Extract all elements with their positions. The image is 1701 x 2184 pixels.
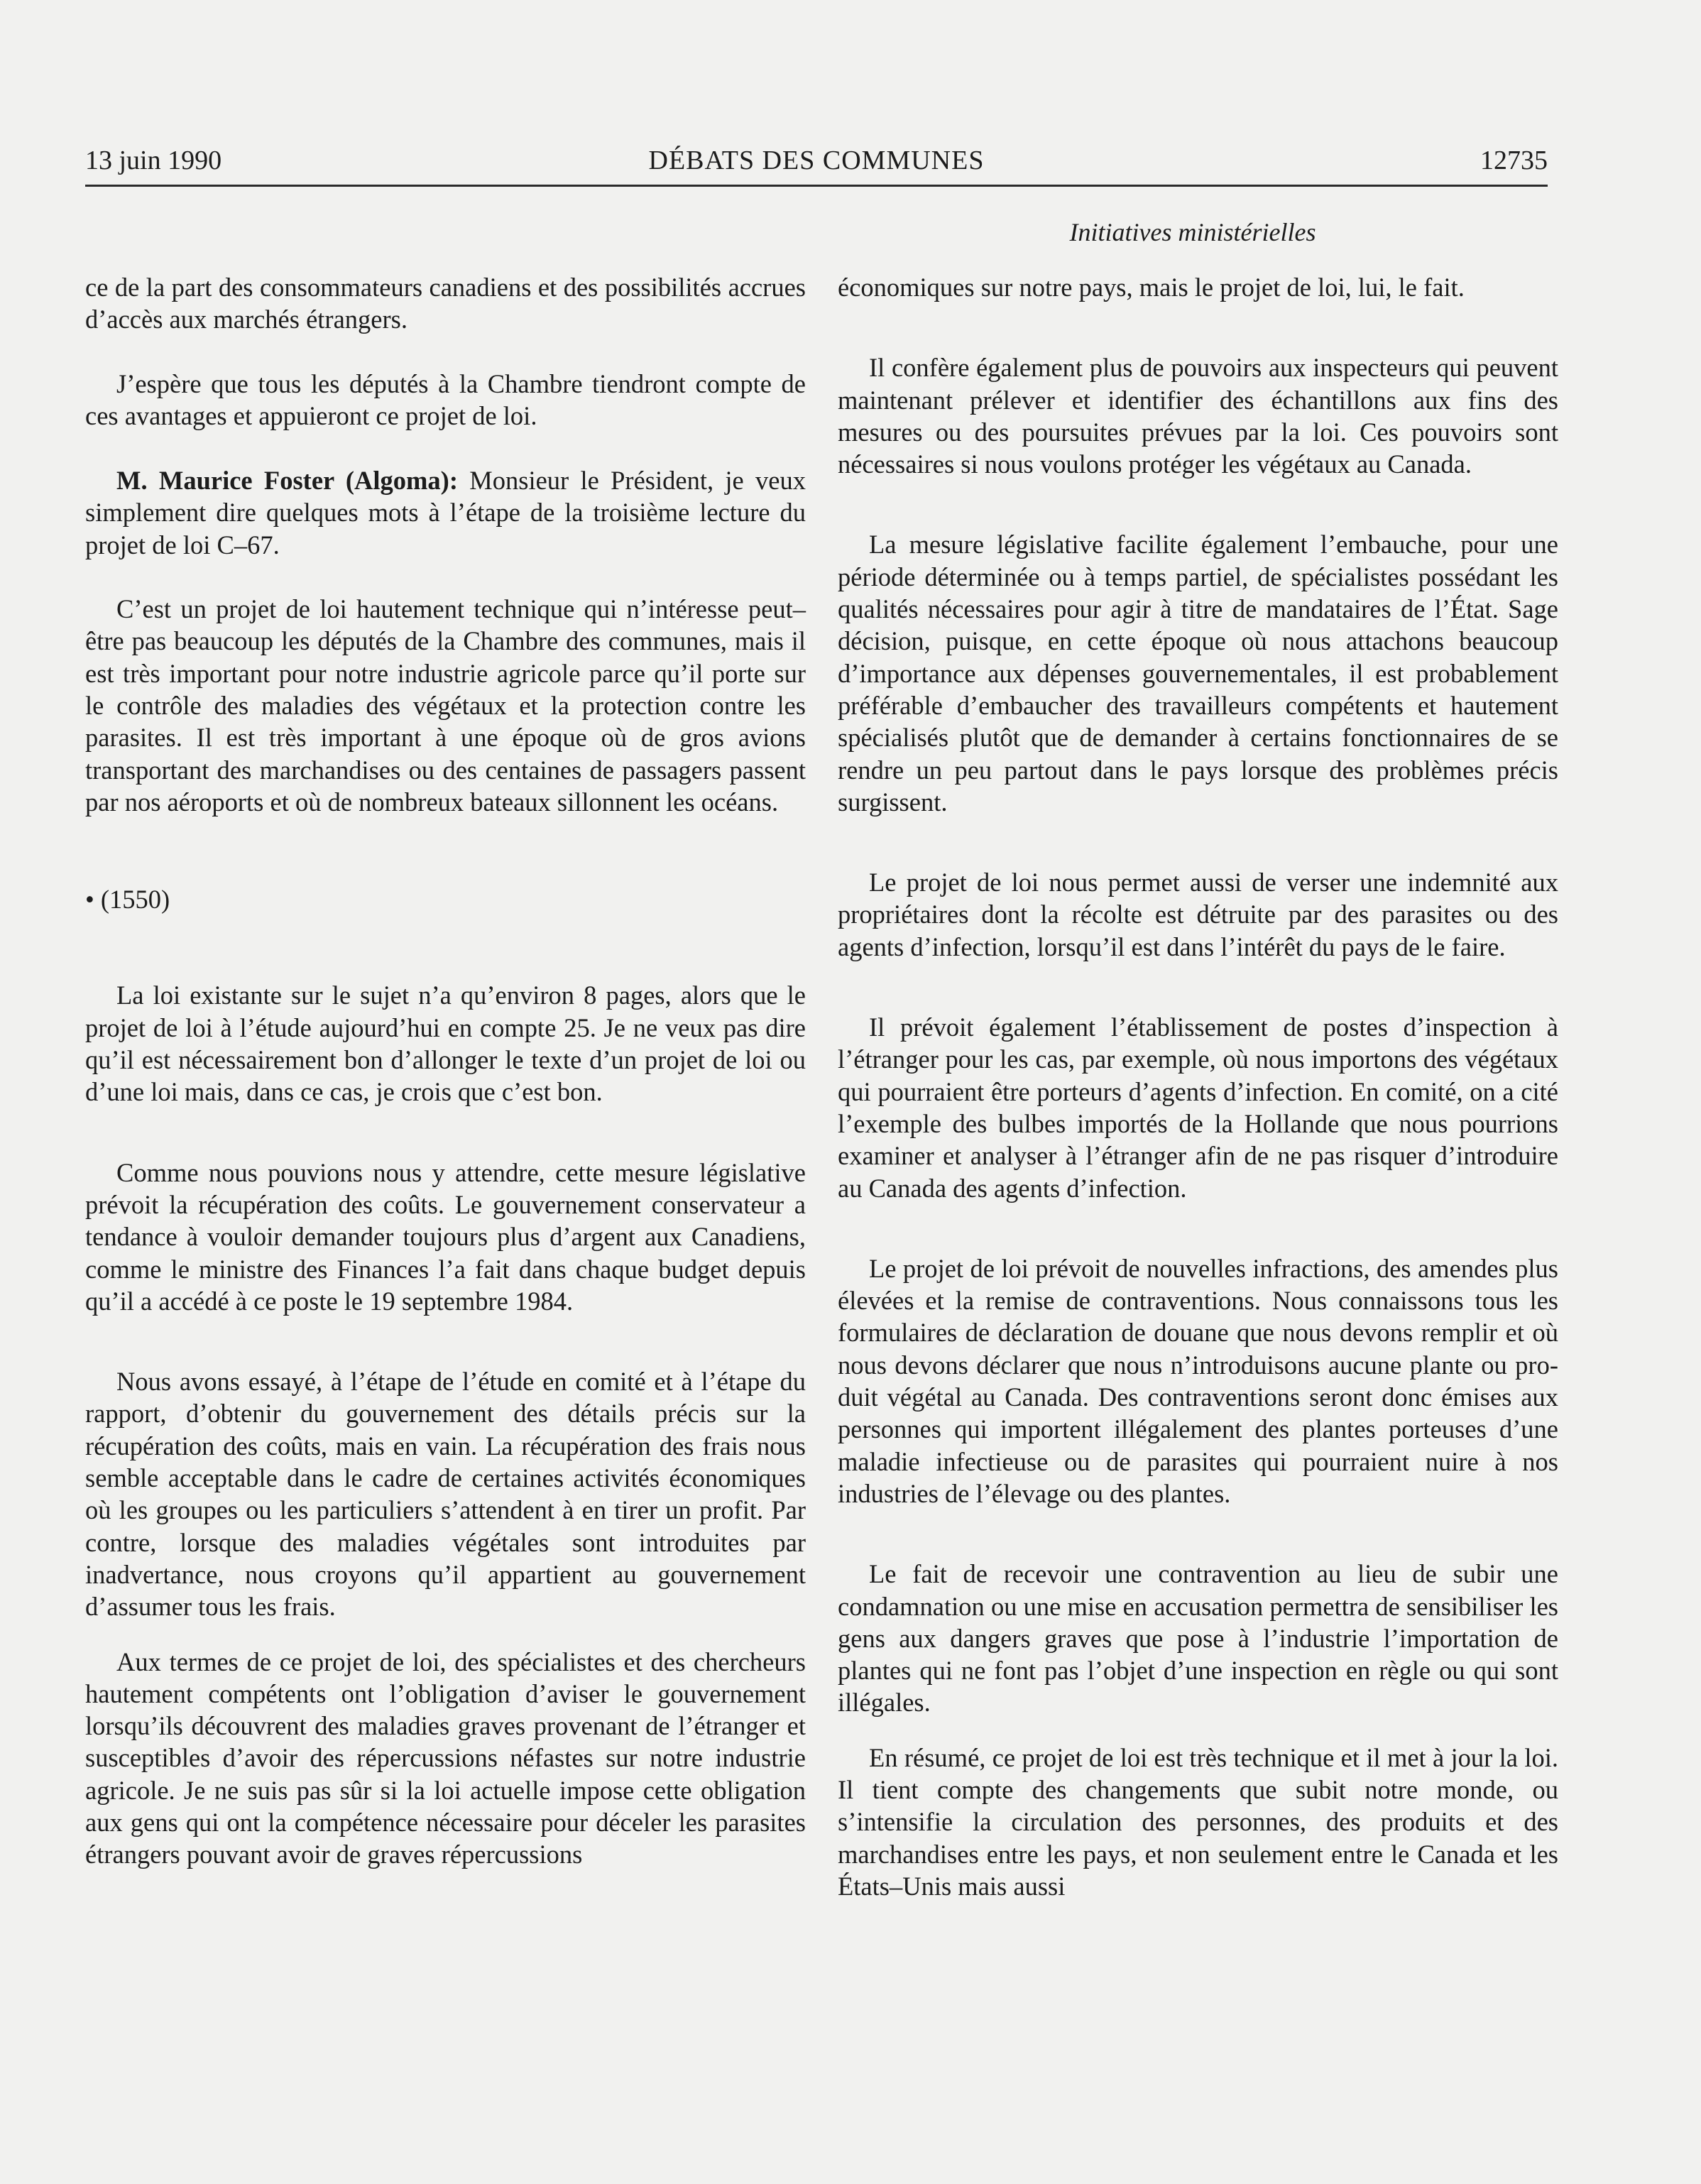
paragraph: Le fait de recevoir une contravention au lieu de subir une condamnation ou une mise en accusation permettra de sensibiliser les gens aux dangers graves que pose à l’industrie l’importation de plantes qui ne font pas l’objet d’une inspection en règle ou qui sont illégales. <box>838 1559 1558 1718</box>
paragraph: J’espère que tous les députés à la Chambre tiendront compte de ces avantages et appuieront ce projet de loi. <box>85 368 806 430</box>
paragraph: économiques sur notre pays, mais le projet de loi, lui, le fait. <box>838 273 1465 302</box>
speaker-text: Monsieur le Président, je veux simplement dire quelques mots à l’étape de la troisième lecture du projet de loi C–67. <box>85 466 806 559</box>
left-column <box>85 271 806 1903</box>
paragraph: La loi existante sur le sujet n’a qu’environ 8 pages, alors que le projet de loi à l’étude aujourd’hui en compte 25. Je ne veux pas dire qu’il est nécessairement bon d’allonger le texte d’un projet de loi ou d’une loi mais, dans ce cas, je crois que c’est bon. <box>85 981 806 1107</box>
paragraph: Le projet de loi prévoit de nouvelles infractions, des amendes plus élevées et la remise de contraventions. Nous connaissons tous les formulaires de déclaration de douane que nous devons remplir et où nous devons déclarer que nous n’introduisons aucune plante ou produit végétal au Canada. Des contraventions seront donc émises aux personnes qui importent illégalement des plantes porteuses d’une maladie infectieuse ou de parasites qui pourraient nuire à nos industries de l’élevage ou des plantes. <box>838 1253 1558 1508</box>
paragraph: Aux termes de ce projet de loi, des spécialistes et des chercheurs hautement compétents ont l’obligation d’aviser le gouvernement lorsqu’ils découvrent des maladies graves provenant de l’étranger et susceptibles d’avoir des répercussions néfastes sur notre industrie agricole. Je ne suis pas sûr si la loi actuelle impose cette obligation aux gens qui ont la compétence nécessaire pour déceler les parasites étrangers pouvant avoir de graves répercussions <box>85 1647 806 1869</box>
speaker-name: M. Maurice Foster (Algoma): <box>116 466 458 496</box>
paragraph: ce de la part des consommateurs canadiens et des possibilités accrues d’accès aux marchés étrangers. <box>85 273 806 334</box>
paragraph: Il prévoit également l’établissement de postes d’inspection à l’étranger pour les cas, par exemple, où nous importons des végétaux qui pourraient être porteurs d’agents d’infection. En comité, on a cité l’exemple des bulbes importés de la Hollande que nous pourrions examiner et analyser à l’étranger afin de ne pas risquer d’introduire au Canada des agents d’infection. <box>838 1012 1558 1203</box>
page-header <box>85 145 1548 187</box>
paragraph: Comme nous pouvions nous y attendre, cette mesure législative prévoit la récupération des coûts. Le gouvernement conservateur a tendance à vouloir demander toujours plus d’argent aux Canadiens, comme le ministre des Finances l’a fait dans chaque budget depuis qu’il a accédé à ce poste le 19 septembre 1984. <box>85 1157 806 1316</box>
speaker-paragraph <box>85 464 806 561</box>
header-page-number: 12735 <box>1480 146 1548 175</box>
paragraph: En résumé, ce projet de loi est très technique et il met à jour la loi. Il tient compte des changements que subit notre monde, ou s’intensifie la circulation des personnes, des produits et des marchandises entre les pays, et non seulement entre le Canada et les États–Unis mais aussi <box>838 1742 1558 1901</box>
header-title: DÉBATS DES COMMUNES <box>648 146 985 175</box>
section-label: Initiatives ministérielles <box>1069 218 1316 246</box>
header-date: 13 juin 1990 <box>85 146 222 175</box>
paragraph: Le projet de loi nous permet aussi de verser une indemnité aux propriétaires dont la récolte est détruite par des parasites ou des agents d’infection, lorsqu’il est dans l’intérêt du pays de le faire. <box>838 868 1558 961</box>
paragraph: Il confère également plus de pouvoirs aux inspecteurs qui peuvent maintenant prélever et identifier des échantillons aux fins des mesures ou des poursuites prévues par la loi. Ces pouvoirs sont nécessaires si nous voulons protéger les végétaux au Canada. <box>838 353 1558 479</box>
paragraph: La mesure législative facilite également l’embauche, pour une période déterminée ou à temps partiel, de spécialistes possédant les qualités nécessaires pour agir à titre de mandataires de l’État. Sage décision, puisque, en cette époque où nous attachons beaucoup d’importance aux dépenses gouvernementales, il est probablement préférable d’embaucher des travailleurs compétents et hautement spécialisés plutôt que de demander à certains fonctionnaires de se rendre un peu partout dans le pays lorsque des problèmes précis surgissent. <box>838 530 1558 817</box>
time-marker: • (1550) <box>85 885 170 914</box>
paragraph: Nous avons essayé, à l’étape de l’étude en comité et à l’étape du rapport, d’obtenir du gouvernement des détails précis sur la récupération des coûts, mais en vain. La récupération des frais nous semble acceptable dans le cadre de certaines activités économiques où les groupes ou les particuliers s’attendent à en tirer un profit. Par contre, lorsque des maladies végétales sont introduites par inadvertance, nous croyons qu’il appartient au gouvernement d’assumer tous les frais. <box>85 1367 806 1622</box>
paragraph: C’est un projet de loi hautement technique qui n’intéresse peut–être pas beaucoup les députés de la Chambre des communes, mais il est très important pour notre industrie agricole parce qu’il porte sur le contrôle des maladies des végétaux et la protection contre les parasites. Il est très important à une époque où de gros avions transportant des marchandises ou des centaines de passagers passent par nos aéroports et où de nombreux bateaux sillonnent les océans. <box>85 594 806 817</box>
right-column <box>838 271 1558 1934</box>
